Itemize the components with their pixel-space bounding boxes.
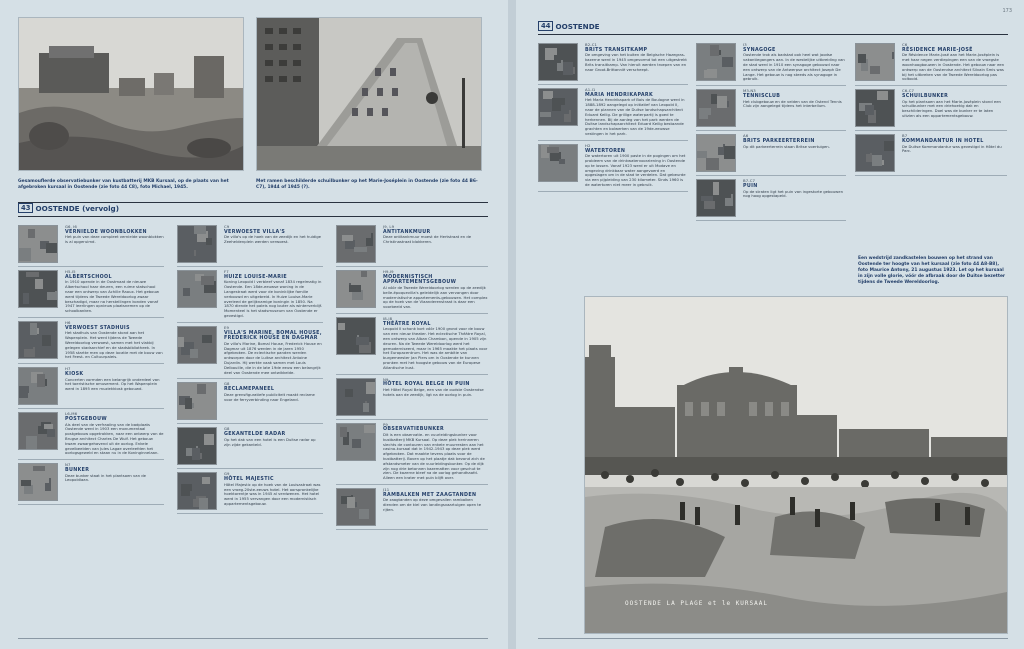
entry-body: Hôtel Majestic op de hoek van de Louisastraat was een vroeg-20ste-eeuws hotel. Het oorspronkelijke hoektorentje was in 1945 al verdwenen. Het hotel werd in 1955 vervangen door een modernistisch appartementsgebouw. — [224, 481, 321, 506]
entry-title: POSTGEBOUW — [65, 416, 107, 422]
entry-body: Op dit parkeerterrein staan Britse voertuigen. — [743, 143, 830, 149]
entry-title: SYNAGOGE — [743, 47, 776, 53]
left-page — [0, 0, 508, 649]
grid-reference: B7 — [902, 133, 908, 139]
entry-body: Koning Leopold I verbleef vanaf 1834 regelmatig in Oostende. Een 18de-eeuwse woning in de Langestraat werd voor de koninklijke familie verbouwd en uitgebreid. In Huize Louise-Marie overleed de gelijknamige koningin in 1850. Na 1870 diende het paleis nog louter als winterverblijf. Momenteel is het stadsmuseum van Oostende er gevestigd. — [224, 279, 323, 318]
map-entry — [18, 267, 164, 318]
entry-title: BRITS PARKEERTERREIN — [743, 138, 815, 144]
entry-title: ALBERTSCHOOL — [65, 274, 112, 280]
entry-text — [65, 367, 164, 405]
entry-title: RECLAMEPANEEL — [224, 387, 275, 393]
entry-body: Deze antitankmuur moest de Hertstraat en de Christinastraat blokkeren. — [383, 234, 472, 245]
entry-body: De zaagtanden op deze omgevallen rambalken dienden om de kiel van landingsvaartuigen open te rijten. — [383, 497, 482, 512]
entry-body: Het stadhuis van Oostende stond aan het Wapenplein. Het werd tijdens de Tweede Wereldoorlog verwoest, samen met het vlakbij gelegen stadsarchief en de stadsbibliotheek. In 1958 startte men op deze locatie met de bouw van het Feest- en Cultuurpaleis. — [65, 330, 163, 360]
map-entry — [177, 469, 323, 514]
entry-thumbnail — [177, 427, 217, 465]
map-entry — [855, 40, 1007, 86]
grid-reference: C9 — [224, 224, 230, 229]
map-entry — [696, 176, 846, 221]
entries-column-1 — [18, 222, 164, 505]
entry-title: MODERNISTISCH APPARTEMENTSGEBOUW — [383, 274, 457, 286]
entry-thumbnail — [18, 321, 58, 359]
map-entry — [538, 40, 688, 85]
entry-text — [224, 225, 323, 263]
entry-text — [65, 270, 164, 314]
entry-text — [585, 88, 688, 137]
entry-title: MARIA HENDRIKAPARK — [585, 92, 654, 98]
grid-reference: M3-N3 — [743, 88, 756, 94]
grid-reference: L6-M6 — [65, 411, 78, 417]
page-bottom-rule — [538, 638, 1008, 639]
entry-text — [743, 179, 846, 217]
photo-shelter-bunker — [256, 17, 482, 171]
entry-thumbnail — [696, 43, 736, 81]
entry-text — [902, 134, 1007, 172]
entry-body: De Résidence Marie-José aan het Marie-Joséplein is met haar negen verdiepingen een van de vroegste woonhoogbouwen in Oostende. Het gebouw naar een ontwerp van de Oostendse architect Silvain Smis was bij het uitbreken van de Tweede Wereldoorlog pas voltooid. — [902, 52, 1005, 82]
photo-observation-bunker — [18, 17, 244, 171]
entries-column-3 — [336, 222, 488, 530]
map-entry — [336, 314, 488, 375]
entry-title: PUIN — [743, 183, 758, 189]
entry-thumbnail — [855, 89, 895, 127]
entry-body: Als deel van de verfraaiing van de badplaats Oostende werd in 1903 een monumentaal postgebouw opgetrokken, naar een ontwerp van de Brugse architect Charles De Wulf. Het gebouw kwam zwaargehavend uit de oorlog. Enkele gevelbeelden van Jules Lagae overleefden het oorlogsgeweld en staan nu in de Koninginnelaan. — [65, 421, 164, 456]
entry-text — [383, 225, 488, 263]
entry-thumbnail — [538, 144, 578, 182]
entry-title: SCHUILBUNKER — [902, 93, 949, 99]
entry-thumbnail — [177, 270, 217, 308]
grid-reference: H5-I5 — [65, 269, 76, 274]
entry-thumbnail — [336, 378, 376, 416]
map-entry — [18, 222, 164, 267]
entry-body: Al vóór de Tweede Wereldoorlog werden op de zeedijk belle-époquevilla's geleidelijk aan vervangen door modernistische appartements-gebouwen. Het complex op de hoek van de Vlaanderenstraat is daar een voorbeeld van. — [383, 284, 488, 310]
entry-text — [743, 43, 846, 82]
entry-thumbnail — [696, 89, 736, 127]
entry-body: Concerten vormden een belangrijk onderdeel van het toeristische amusement. Op het Wapenplein werd in 1895 een muziekkiosk gebouwd. — [65, 376, 160, 392]
entry-thumbnail — [336, 270, 376, 308]
entry-body: De omgeving van het buiten de Belgische Hazegras-kazerne werd in 1945 omgevormd tot een uitgestrekt Brits transitkamp. Van hieruit werden troepen van en naar Groot-Brittannië verscheept. — [585, 52, 687, 72]
entry-thumbnail — [18, 463, 58, 501]
grid-reference: B7-C7 — [743, 178, 755, 184]
entry-body: De watertoren uit 1900 paste in de pogingen om het probleem van de drinkwatervoorziening in Oostende op te lossen. Vanaf 1923 werd er uit Modave en omgeving drinkbaar water aangevoerd en opgeslagen om in de stad te verdelen. Dat gebeurde via een pijpleiding van 230 kilometer. Sinds 1960 is de watertoren niet meer in gebruik. — [585, 153, 686, 187]
photo-inscription: OOSTENDE LA PLAGE et le KURSAAL — [625, 600, 768, 607]
entry-title: RÉSIDENCE MARIE-JOSÉ — [902, 47, 973, 53]
grid-reference: N9 — [383, 376, 389, 382]
entry-text — [224, 326, 323, 376]
grid-reference: A1-I1 — [585, 87, 596, 92]
entry-text — [65, 463, 164, 501]
entry-text — [65, 321, 164, 360]
page-bottom-rule — [18, 638, 488, 639]
map-entry — [18, 318, 164, 364]
map-entry — [177, 323, 323, 380]
entry-body: Leopold II schonk kort vóór 1900 grond voor de bouw van een nieuw theater. Het eclectische Théâtre Royal, een ontwerp van Alban Chambon, opende in 1905 zijn deuren. Na de Tweede Wereldoorlog werd het gemoderniseerd, maar in 1965 maakte het plaats voor het Europacentrum. Het was de ambitie van burgemeester Jan Piers om in Oostende te kunnen pronken met het hoogste gebouw van de Europese Atlantische kust. — [383, 326, 488, 370]
grid-reference: F7 — [224, 269, 229, 274]
entry-body: Het clubgebouw en de velden van de Ostend Tennis Club zijn aangelegd tijdens het interbellum. — [743, 98, 842, 109]
section-number: 43 — [18, 203, 33, 213]
map-entry — [696, 131, 846, 176]
entry-text — [383, 317, 488, 371]
map-entry — [177, 222, 323, 267]
map-entry — [696, 40, 846, 86]
entry-body: Het Hôtel Royal Belge, een van de oudste Oostendse hotels aan de zeedijk, ligt na de oorlog in puin. — [383, 386, 484, 397]
map-entry — [18, 364, 164, 409]
grid-reference: G6, I6 — [65, 224, 77, 229]
entry-thumbnail — [538, 43, 578, 81]
photo-beach-kursaal — [584, 296, 1008, 634]
entry-title: KOMMANDANTUR IN HOTEL — [902, 138, 984, 144]
entry-text — [585, 144, 688, 188]
grid-reference: G8 — [224, 426, 230, 432]
right-page — [516, 0, 1024, 649]
entry-title: HÔTEL ROYAL BELGE IN PUIN — [383, 382, 470, 388]
entry-text — [65, 412, 164, 456]
entry-title: BRITS TRANSITKAMP — [585, 47, 648, 53]
entries-column-2 — [696, 40, 846, 221]
section-title: OOSTENDE — [555, 21, 600, 31]
beach-photo-caption: Een wedstrijd zandkastelen bouwen op het strand van Oostende ter hoogte van het kursaal (zie foto 44 A8-B8), foto Maurice Antony, 21 augustus 1923. Let op het kursaal in zijn volle glorie, vóór de afbraak door de Duitse bezetter tijdens de Tweede Wereldoorlog. — [858, 256, 1006, 285]
entry-title: RAMBALKEN MET ZAAGTANDEN — [383, 492, 477, 498]
entry-thumbnail — [18, 225, 58, 263]
section-number: 44 — [538, 21, 553, 31]
map-entry — [336, 420, 488, 485]
map-entry — [336, 222, 488, 267]
section-header-44 — [538, 21, 600, 31]
entry-text — [65, 225, 164, 263]
entry-text — [585, 43, 688, 81]
entry-title: GEKANTELDE RADAR — [224, 432, 286, 438]
entry-body: Op het dak van een hotel is een Duitse radar op zijn zijde gekanteld. — [224, 436, 316, 447]
entry-title: HUIZE LOUISE-MARIE — [224, 274, 288, 280]
map-entry — [177, 267, 323, 323]
entry-body: Dit is een observatie- en vuurleidingsbunker voor kustbatterij MKB Kursaal. Op deze plek herinneren slechts de contouren van enkele muurresten aan het casino-kursaal dat in 1942-1943 op deze plek werd afgebroken. Dat maakte tevens plaats voor de kustbatterij. Boven op het plaatje dak bevond zich de afstandsmeter van de vuurleidingsbunker. Op de dijk zijn nog drie betonnen kazematten voor geschut te zien. De kazerne bleef na de oorlog gehandhaafd. Alleen een krater met puin blijft over. — [383, 431, 485, 481]
entry-thumbnail — [177, 326, 217, 364]
map-entry — [177, 379, 323, 424]
map-entry — [336, 485, 488, 530]
entry-title: VERWOESTE VILLA'S — [224, 229, 286, 235]
entry-body: Oostende trok als badstad ook heel wat joodse vakantiegangers aan. In de westelijke uitbreiding van de stad werd in 1910 een synagoge gebouwd naar een ontwerp van de Antwerpse architect Joseph De Lange. Het gebouw is nog steeds als synagoge in gebruik. — [743, 52, 845, 82]
map-entry — [18, 409, 164, 460]
entries-column-3 — [855, 40, 1007, 176]
entry-title: ANTITANKMUUR — [383, 229, 431, 235]
entry-thumbnail — [177, 472, 217, 510]
entry-thumbnail — [336, 317, 376, 355]
entry-thumbnail — [696, 179, 736, 217]
entry-body: Deze bunker staat in het plantsoen van de Leopoldlaan. — [65, 472, 146, 483]
entry-text — [383, 488, 488, 526]
map-entry — [18, 460, 164, 505]
map-entry — [177, 424, 323, 469]
entry-text — [224, 270, 323, 319]
section-header — [18, 203, 119, 213]
grid-reference: C6 — [902, 42, 908, 47]
grid-reference: H7 — [65, 366, 71, 372]
entry-thumbnail — [855, 43, 895, 81]
entry-title: THÉÂTRE ROYAL — [383, 321, 431, 327]
entry-text — [224, 382, 323, 420]
section-rule-under — [18, 216, 488, 217]
grid-reference: I3 — [743, 42, 747, 47]
grid-reference: E9 — [224, 324, 230, 330]
grid-reference: A6 — [743, 133, 749, 139]
grid-reference: I8-J8 — [383, 315, 393, 321]
entry-text — [902, 89, 1007, 127]
entries-column-2 — [177, 222, 323, 514]
grid-reference: J9, L9 — [383, 224, 395, 229]
entry-text — [383, 270, 488, 310]
entry-title: WATERTOREN — [585, 148, 626, 154]
entry-thumbnail — [696, 134, 736, 172]
entry-text — [224, 472, 323, 510]
entry-thumbnail — [18, 412, 58, 450]
entry-title: VILLA'S MARINE, BOMAL HOUSE, FREDERICK HOUSE EN DAGMAR — [224, 330, 322, 342]
entry-thumbnail — [177, 225, 217, 263]
grid-reference: C6-C7 — [902, 88, 915, 94]
book-gutter — [508, 0, 516, 649]
entry-title: VERNIELDE WOONBLOKKEN — [65, 229, 147, 235]
entry-thumbnail — [336, 488, 376, 526]
grid-reference: G9 — [224, 471, 230, 477]
map-entry — [538, 85, 688, 141]
grid-reference: H9-I9 — [383, 269, 394, 274]
entry-text — [743, 89, 846, 127]
page-number: 173 — [1002, 8, 1012, 14]
grid-reference: G8 — [224, 381, 230, 387]
entry-text — [743, 134, 846, 172]
map-entry — [538, 141, 688, 192]
entry-body: Het puin van deze compleet vernielde woonblokken is al opgeruimd. — [65, 234, 164, 245]
entry-body: Deze grensfiguratiefe publiciteit maakt reclame voor de ferryverbinding naar Engeland. — [224, 391, 315, 402]
map-entry — [336, 267, 488, 314]
photo-caption-shelter-bunker: Met ramen beschilderde schuilbunker op het Marie-Joséplein in Oostende (zie foto 44 B6-C7), 1944 of 1945 (?). — [256, 179, 478, 190]
entry-body: De villa's op de hoek van de zeedijk en het huidige Zeeheldenplein werden verwoest. — [224, 234, 321, 245]
grid-reference: P9 — [383, 421, 388, 427]
map-entry — [855, 131, 1007, 176]
entry-text — [224, 427, 323, 465]
section-rule-44 — [538, 34, 1008, 35]
entry-title: TENNISCLUB — [743, 93, 781, 99]
entry-title: KIOSK — [65, 371, 84, 377]
grid-reference: B2-C1 — [585, 42, 597, 47]
map-entry — [696, 86, 846, 131]
photo-caption-observation-bunker: Gesamouflerde observatiebunker van kustbatterij MKB Kursaal, op de plaats van het afgebroken kursaal in Oostende (zie foto 44 C8), foto Michael, 1945. — [18, 179, 229, 190]
grid-reference: H2 — [585, 142, 591, 148]
entry-body: Op het plantsoen aan het Marie-Joséplein stond een schuilbunker met een driehoekig dak en beschilderingen. Doel was de bunker er te laten uitzien als een appartementsgebouw. — [902, 98, 1001, 118]
entry-body: In 1910 opende in de Oostmaat de nieuwe Albertschool haar deuren, een ruime statschool naar een ontwerp van Achille Raoux. Het gebouw werd tijdens de Tweede Wereldoorlog zwaar beschadigd, maar na herstellingen konden vanaf 1947 leerlingen opnieuw plaatsnemen op de schoolbanken. — [65, 279, 160, 314]
entry-title: OBSERVATIEBUNKER — [383, 427, 445, 433]
entry-thumbnail — [177, 382, 217, 420]
entry-title: HÔTEL MAJESTIC — [224, 477, 274, 483]
entries-column-1 — [538, 40, 688, 192]
entry-body: Op de straten ligt het puin van ingestorte gebouwen nog hoog opgestapeld. — [743, 188, 844, 199]
entry-thumbnail — [538, 88, 578, 126]
entry-thumbnail — [336, 423, 376, 461]
entry-thumbnail — [855, 134, 895, 172]
map-entry — [855, 86, 1007, 131]
entry-thumbnail — [18, 270, 58, 308]
entry-title: BUNKER — [65, 467, 90, 473]
entry-body: De villa's Marine, Bomal House, Frederick House en Dagmar uit 1876 werden in de jaren 1950 afgebroken. De eclectische panden werden ontworpen door de Luikse architect Antoine Dujardin. Hij werkte vaak samen met Louis Delbouille, die in de late 19de eeuw een belangrijk deel van Oostende mee ontwikkelde. — [224, 340, 322, 375]
entry-text — [383, 378, 488, 416]
grid-reference: J11 — [383, 486, 390, 492]
grid-reference: N7 — [65, 462, 71, 468]
map-entry — [336, 375, 488, 420]
entry-text — [902, 43, 1007, 82]
entry-thumbnail — [336, 225, 376, 263]
grid-reference: H6 — [65, 319, 71, 325]
entry-title: VERWOEST STADHUIS — [65, 325, 130, 331]
entry-text — [383, 423, 488, 481]
section-title: OOSTENDE (vervolg) — [35, 203, 119, 213]
entry-body: Het Maria Hendrikapark of Bois de Boulogne werd in 1888-1892 aangelegd op initiatief van Leopold II, naar de plannen van de Duitse landschapsarchitect Eduard Keilig. De grillige waterpartij is goed te herkennen. Bij de aanleg van het park werden de Duitse landschapsarchitect Eduard Keilig bestaande grachten en bolwerken van de 19de-eeuwse vestingen in het park. — [585, 97, 685, 136]
entry-body: De Duitse Kommandantur was gevestigd in Hôtel du Parc. — [902, 143, 1002, 154]
entry-thumbnail — [18, 367, 58, 405]
